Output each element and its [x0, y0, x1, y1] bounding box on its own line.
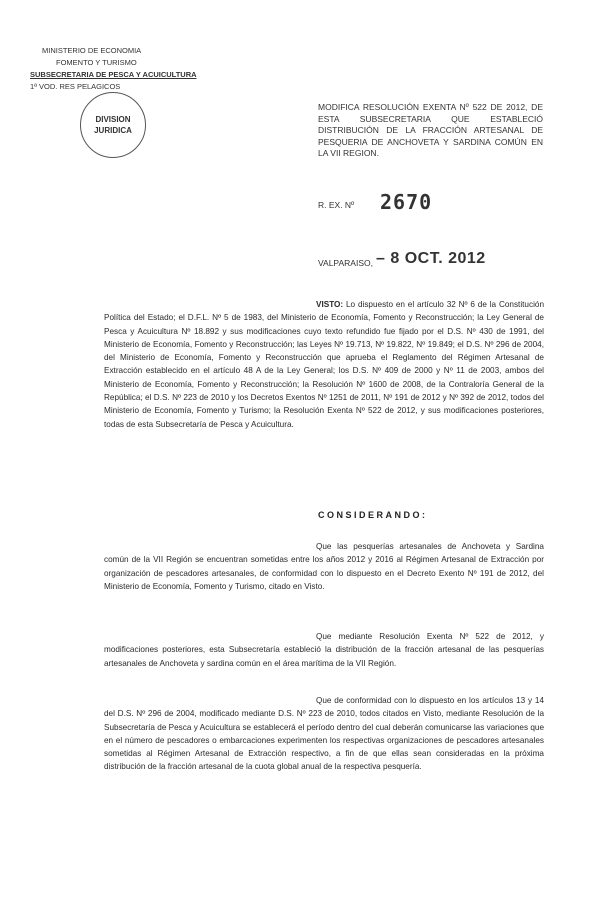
stamp-line-1: DIVISION [95, 115, 131, 124]
department-line: 1ª VOD. RES PELAGICOS [30, 82, 121, 91]
division-juridica-stamp [80, 92, 146, 158]
ministry-line: MINISTERIO DE ECONOMIA [42, 46, 142, 55]
visto-lead: VISTO: [316, 300, 344, 309]
place-label: VALPARAISO, [318, 258, 373, 268]
considerando-paragraph-3 [104, 694, 544, 774]
resolution-date: – 8 OCT. 2012 [376, 250, 486, 267]
resolution-number: 2670 [380, 190, 433, 214]
considerando-heading: CONSIDERANDO: [318, 510, 428, 520]
considerando-paragraph-2 [104, 630, 544, 670]
stamp-line-2: JURIDICA [94, 126, 132, 135]
document-subject: MODIFICA RESOLUCIÓN EXENTA Nº 522 DE 2012, DE ESTA SUBSECRETARIA QUE ESTABLECIÓ DISTRIBUCIÓN DE LA FRACCIÓN ARTESANAL DE PESQUERIA DE ANCHOVETA Y SARDINA COMÚN EN LA VII REGION. [318, 102, 543, 158]
paragraph-text: Que de conformidad con lo dispuesto en los artículos 13 y 14 del D.S. Nº 296 de 2004, modificado mediante D.S. Nº 223 de 2010, todos citados en Visto, mediante Resolución de la Subsecretaría de Pesca y Acuicultura se establecerá el período dentro del cual deberán comunicarse las variaciones que en el número de pescadores o embarcaciones experimenten los respectivas organizaciones de pescadores artesanales sometidas al Régimen Artesanal de Extracción respectivo, a fin de que ellas sean consideradas en la próxima distribución de la fracción artesanal de la cuota global anual de la respectiva pesquería. [104, 696, 544, 772]
ministry-subline: FOMENTO Y TURISMO [56, 58, 137, 67]
paragraph-text: Que las pesquerías artesanales de Anchoveta y Sardina común de la VII Región se encuentran sometidas entre los años 2012 y 2016 al Régimen Artesanal de Extracción por organización de pescadores artesanales, de conformidad con lo dispuesto en el Decreto Exento Nº 191 de 2012, del Ministerio de Economía, Fomento y Turismo, citado en Visto. [104, 542, 544, 591]
visto-section [104, 298, 544, 431]
visto-text: Lo dispuesto en el artículo 32 Nº 6 de la Constitución Política del Estado; el D.F.L. Nº 5 de 1983, del Ministerio de Economía, Fomento y Reconstrucción; la Ley General de Pesca y Acuicultura Nº 18.892 y sus modificaciones cuyo texto refundido fue fijado por el D.S. Nº 430 de 1991, del Ministerio de Economía, Fomento y Reconstrucción; las Leyes Nº 19.713, Nº 19.822, Nº 19.849; el D.S. Nº 296 de 2004, del Ministerio de Economía, Fomento y Reconstrucción que aprueba el Reglamento del Régimen Artesanal de Extracción establecido en el artículo 48 A de la Ley General; los D.S. Nº 409 de 2000 y Nº 11 de 2003, ambos del Ministerio de Economía, Fomento y Reconstrucción; la Resolución Nº 1600 de 2008, de la Contraloría General de la República; el D.S. Nº 223 de 2010 y los Decretos Exentos Nº 1251 de 2011, Nº 191 de 2012 y Nº 392 de 2012, todos del Ministerio de Economía, Fomento y Turismo; la Resolución Exenta Nº 522 de 2012, y sus modificaciones posteriores, todas de esta Subsecretaría de Pesca y Acuicultura. [104, 300, 544, 429]
subsecretaria-line: SUBSECRETARIA DE PESCA Y ACUICULTURA [30, 70, 197, 79]
considerando-paragraph-1 [104, 540, 544, 593]
paragraph-text: Que mediante Resolución Exenta Nº 522 de 2012, y modificaciones posteriores, esta Subsecretaría estableció la distribución de la fracción artesanal de las pesquerías artesanales de Anchoveta y sardina común en el área marítima de la VII Región. [104, 632, 544, 668]
resolution-label: R. EX. Nº [318, 200, 355, 210]
